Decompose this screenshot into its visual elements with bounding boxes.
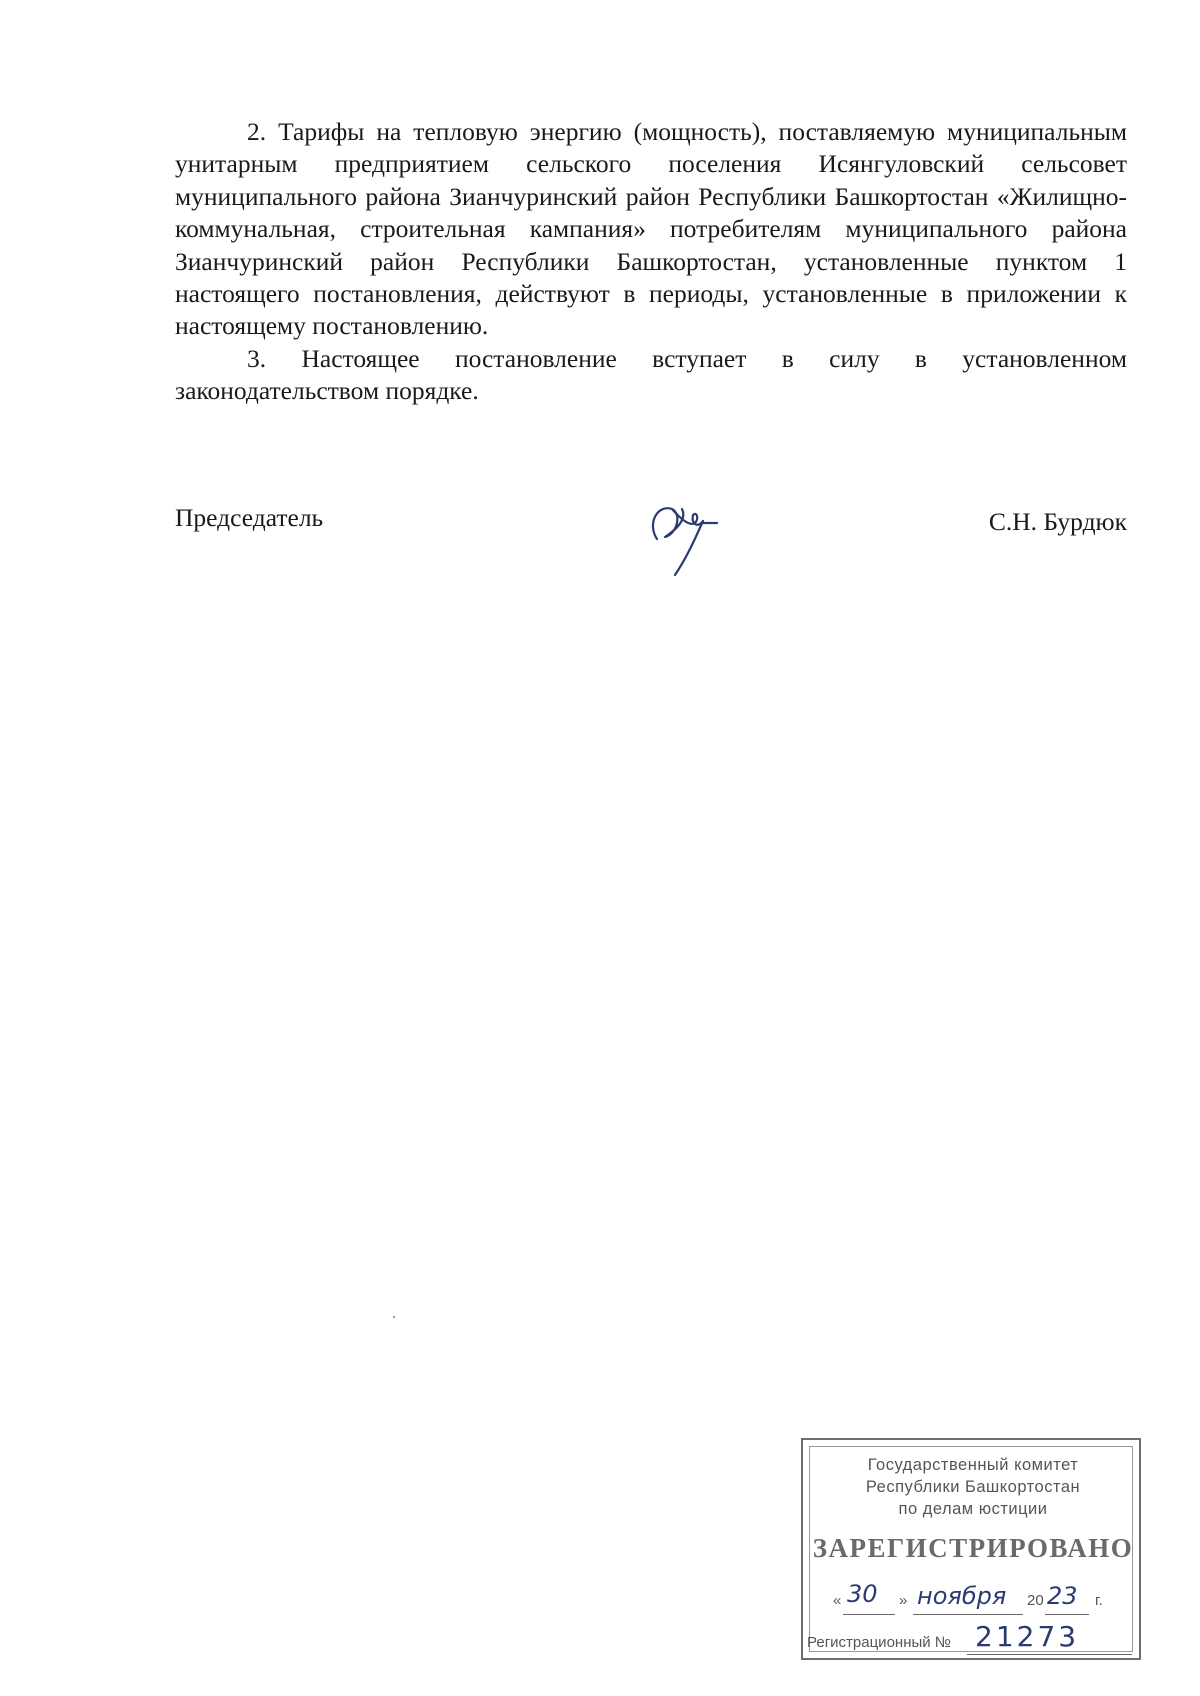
signature-block	[175, 503, 1127, 603]
stamp-title: ЗАРЕГИСТРИРОВАНО	[812, 1533, 1134, 1563]
reg-rule	[967, 1654, 1132, 1655]
stamp-registration-line	[807, 1620, 1137, 1654]
day-rule	[843, 1614, 895, 1615]
reg-label: Регистрационный №	[807, 1634, 951, 1651]
paragraph-3: 3. Настоящее постановление вступает в силу в установленном законодательством порядке.	[175, 343, 1127, 406]
stamp-agency-line-2: Республики Башкортостан	[865, 1478, 1081, 1496]
stamp-month: ноября	[917, 1582, 1007, 1610]
handwritten-signature	[637, 479, 727, 579]
scan-speck	[393, 1316, 395, 1318]
open-quote: «	[833, 1592, 842, 1609]
stamp-day: 30	[847, 1580, 878, 1608]
year-rule	[1045, 1614, 1089, 1615]
year-prefix: 20	[1027, 1592, 1044, 1609]
document-body	[175, 116, 1127, 408]
stamp-year: 23	[1047, 1582, 1078, 1610]
year-unit: г.	[1095, 1592, 1103, 1609]
month-rule	[913, 1614, 1023, 1615]
stamp-date-line	[833, 1580, 1123, 1616]
paragraph-2: 2. Тарифы на тепловую энергию (мощность), поставляемую муниципальным унитарным предприятием сельского поселения Исянгуловский сельсовет муниципального района Зианчуринский район Республики Башкортостан «Жилищно-коммунальная, строительная кампания» потребителям муниципального района Зианчуринский район Республики Башкортостан, установленные пунктом 1 настоящего постановления, действуют в периоды, установленные в приложении к настоящему постановлению.	[175, 117, 1127, 341]
signer-role: Председатель	[175, 503, 324, 532]
stamp-agency-line-1: Государственный комитет	[867, 1456, 1079, 1474]
reg-number: 21273	[975, 1620, 1080, 1653]
close-quote: »	[899, 1592, 908, 1609]
stamp-agency-line-3: по делам юстиции	[898, 1500, 1048, 1518]
signer-name: С.Н. Бурдюк	[988, 507, 1127, 536]
registration-stamp	[801, 1438, 1141, 1660]
